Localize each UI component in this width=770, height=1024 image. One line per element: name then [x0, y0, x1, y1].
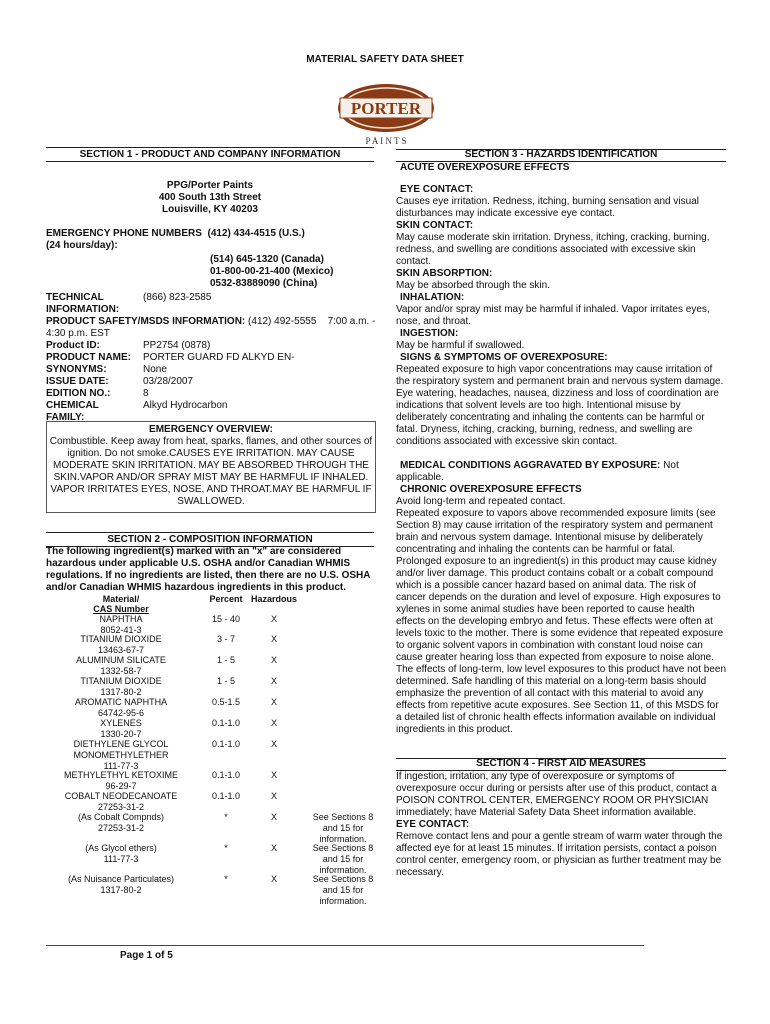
aggravated-conditions	[396, 460, 726, 484]
ingredient-hazardous: X	[270, 739, 277, 749]
emergency-hours: (24 hours/day):	[46, 240, 118, 251]
logo-graphic	[334, 82, 440, 146]
ingredient-percent: *	[224, 812, 228, 822]
field-label: ISSUE DATE:	[46, 376, 109, 387]
ingredient-name: DIETHYLENE GLYCOL MONOMETHYLETHER	[73, 739, 169, 760]
ingredient-percent: 15 - 40	[211, 614, 241, 624]
ingredient-name: COBALT NEODECANOATE	[64, 791, 178, 801]
section3-heading: SECTION 3 - HAZARDS IDENTIFICATION	[464, 149, 658, 160]
field-label: PRODUCT NAME:	[46, 352, 131, 363]
first-aid-eye-text: Remove contact lens and pour a gentle stream of warm water through the affected eye for at least 15 minutes. If irritation persists, contact a poison control center, emergency room, or physician as further treatment may be necessary.	[396, 831, 723, 878]
ingredient-name: NAPHTHA	[99, 614, 143, 624]
chronic-text-3: Prolonged exposure to an ingredient(s) in this product may cause kidney and/or liver damage. This product contains cobalt or a cobalt compound which is a possible cancer hazard based on animal data. The risk of cancer depends on the duration and level of exposure. High exposures to xylenes in some animal studies have been reported to cause health effects on the developing embryo and fetus. These effects were often at levels toxic to the mother. There is some evidence that repeated exposure to organic solvent vapors in combination with constant loud noise can cause greater hearing loss than expected from exposure to noise alone.	[396, 556, 724, 663]
ingredient-cas: 8052-41-3	[100, 625, 142, 635]
ingredient-percent: *	[224, 874, 228, 884]
field-product-name	[46, 352, 376, 364]
ingredient-percent: 0.1-1.0	[211, 718, 241, 728]
ingredient-hazardous: X	[270, 614, 277, 624]
ingredient-name: (As Nuisance Particulates)	[67, 874, 175, 884]
ingredient-hazardous: X	[270, 697, 277, 707]
phone-mexico: 01-800-00-21-400 (Mexico)	[210, 266, 334, 277]
inhalation-text: Vapor and/or spray mist may be harmful if inhaled. Vapor irritates eyes, nose, and throat.	[396, 304, 710, 327]
emergency-overview-box	[46, 421, 376, 513]
skin-absorption-label: SKIN ABSORPTION:	[396, 268, 493, 279]
field-value: Alkyd Hydrocarbon	[143, 400, 228, 411]
ingestion-text: May be harmful if swallowed.	[396, 340, 525, 351]
ingredient-percent: 0.1-1.0	[211, 770, 241, 780]
chronic-effects-label: CHRONIC OVEREXPOSURE EFFECTS	[400, 484, 582, 495]
ingredient-name: XYLENES	[100, 718, 142, 728]
ingredient-percent: 0.1-1.0	[211, 739, 241, 749]
field-synonyms	[46, 364, 376, 376]
logo-subtext: P A I N T S	[365, 136, 407, 146]
safety-info-hours: 7:00 a.m. - 4:30 p.m. EST	[46, 316, 376, 339]
ingredient-percent: 0.1-1.0	[211, 791, 241, 801]
first-aid-intro: If ingestion, irritation, any type of overexposure or symptoms of overexposure occur during or persists after use of this product, contact a POISON CONTROL CENTER, EMERGENCY ROOM OR PHYSICIAN immediately; have Material Safety Data Sheet information available.	[396, 771, 717, 818]
first-aid-body	[396, 771, 726, 879]
section1-heading: SECTION 1 - PRODUCT AND COMPANY INFORMATION	[79, 149, 341, 160]
table-row	[46, 874, 386, 906]
field-label: CHEMICAL FAMILY:	[46, 400, 99, 423]
ingredient-percent: 1 - 5	[216, 655, 235, 665]
ingredient-cas: 27253-31-2	[97, 802, 145, 812]
eye-contact-text: Causes eye irritation. Redness, itching, burning sensation and visual disturbances may indicate excessive eye contact.	[396, 196, 699, 219]
ingredient-cas: 111-77-3	[103, 854, 139, 864]
field-label: Product ID:	[46, 340, 100, 351]
eye-contact-label: EYE CONTACT:	[400, 184, 474, 195]
chronic-text-1: Avoid long-term and repeated contact.	[396, 496, 566, 507]
ingredient-hazardous: X	[270, 843, 277, 853]
field-value: None	[143, 364, 167, 375]
signs-symptoms-text: Repeated exposure to high vapor concentrations may cause irritation of the respiratory system and permanent brain and nervous system damage. Eye watering, headaches, nausea, dizziness and loss of coordination are indications that solvent levels are too high. Intentional misuse by deliberately concentrating and inhaling the contents can be harmful or fatal. Dryness, itching, cracking, burning, redness, and swelling are conditions associated with excessive skin contact.	[396, 364, 724, 447]
porter-paints-logo	[334, 82, 440, 146]
document-title: MATERIAL SAFETY DATA SHEET	[306, 54, 464, 65]
col-material-header: Material/	[102, 594, 140, 604]
ingredient-percent: 1 - 5	[216, 676, 235, 686]
emergency-us-phone: (412) 434-4515 (U.S.)	[207, 228, 305, 239]
ingredient-name: ALUMINUM SILICATE	[76, 655, 166, 665]
first-aid-eye-label: EYE CONTACT:	[396, 819, 470, 830]
ingredient-name: AROMATIC NAPHTHA	[74, 697, 168, 707]
ingredient-percent: 0.5-1.5	[211, 697, 241, 707]
signs-symptoms-label: SIGNS & SYMPTOMS OF OVEREXPOSURE:	[400, 352, 608, 363]
field-value: PP2754 (0878)	[143, 340, 211, 351]
field-value: PORTER GUARD FD ALKYD EN-	[143, 352, 295, 363]
section2-heading: SECTION 2 - COMPOSITION INFORMATION	[107, 534, 313, 545]
ingestion-label: INGESTION:	[400, 328, 459, 339]
aggravated-label: MEDICAL CONDITIONS AGGRAVATED BY EXPOSURE:	[400, 460, 661, 471]
ingredient-hazardous: X	[270, 874, 277, 884]
ingredient-name: METHYLETHYL KETOXIME	[63, 770, 179, 780]
ingredient-name: (As Glycol ethers)	[85, 843, 157, 853]
ingredient-cas: 64742-95-6	[97, 708, 145, 718]
section4-heading: SECTION 4 - FIRST AID MEASURES	[476, 758, 646, 769]
ingredient-cas: 96-29-7	[105, 781, 137, 791]
ingredient-name: TITANIUM DIOXIDE	[80, 676, 162, 686]
table-row	[46, 739, 386, 771]
page-number: Page 1 of 5	[120, 950, 173, 961]
tech-info-label: TECHNICAL INFORMATION:	[46, 292, 120, 315]
company-city: Louisville, KY 40203	[162, 204, 258, 215]
company-name: PPG/Porter Paints	[166, 180, 254, 191]
acute-effects-heading: ACUTE OVEREXPOSURE EFFECTS	[400, 162, 570, 173]
field-label: EDITION NO.:	[46, 388, 111, 399]
section2-rule	[46, 532, 374, 533]
ingredient-name: (As Cobalt Compnds)	[77, 812, 165, 822]
aggravated-text: Not applicable.	[396, 460, 679, 483]
overview-heading: EMERGENCY OVERVIEW:	[149, 424, 273, 435]
field-value: 03/28/2007	[143, 376, 194, 387]
ingredient-cas: 1317-80-2	[100, 687, 142, 697]
logo-text: PORTER	[350, 99, 422, 118]
ingredient-cas: 111-77-3	[103, 761, 139, 771]
ingredient-hazardous: X	[270, 791, 277, 801]
ingredient-hazardous: X	[270, 770, 277, 780]
inhalation-label: INHALATION:	[400, 292, 465, 303]
footer-rule	[46, 945, 644, 946]
company-street: 400 South 13th Street	[158, 192, 262, 203]
phone-canada: (514) 645-1320 (Canada)	[210, 254, 324, 265]
section1-rule	[46, 147, 374, 148]
ingredient-cas: 27253-31-2	[97, 823, 145, 833]
hazards-body	[396, 184, 726, 736]
safety-info-phone: (412) 492-5555	[248, 316, 317, 327]
section2-intro: The following ingredient(s) marked with an "x" are considered hazardous under applicable U.S. OSHA and/or Canadian WHMIS regulations. If no ingredients are listed, then there are no U.S. OSHA and/or Canadian WHMIS hazardous ingredients in this product.	[46, 546, 371, 593]
safety-info-line	[46, 316, 376, 340]
ingredient-cas: 1332-58-7	[100, 666, 142, 676]
field-product-id	[46, 340, 376, 352]
table-row	[46, 812, 386, 844]
ingredient-percent: 3 - 7	[216, 634, 235, 644]
field-value: 8	[143, 388, 149, 399]
ingredient-note: See Sections 8 and 15 for information.	[312, 874, 374, 906]
field-edition	[46, 388, 376, 400]
phone-china: 0532-83889090 (China)	[210, 278, 318, 289]
col-cas-header: CAS Number	[93, 604, 149, 614]
ingredient-hazardous: X	[270, 718, 277, 728]
ingredient-cas: 13463-67-7	[97, 645, 145, 655]
chronic-text-2: Repeated exposure to vapors above recommended exposure limits (see Section 8) may cause irritation of the respiratory system and permanent brain and nervous system damage. Intentional misuse by deliberately concentrating and inhaling the contents can be harmful or fatal.	[396, 508, 716, 555]
ingredient-note: See Sections 8 and 15 for information.	[312, 812, 374, 844]
tech-info-phone: (866) 823-2585	[143, 292, 212, 303]
ingredient-note: See Sections 8 and 15 for information.	[312, 843, 374, 875]
emergency-label: EMERGENCY PHONE NUMBERS	[46, 228, 202, 239]
ingredient-hazardous: X	[270, 655, 277, 665]
ingredient-hazardous: X	[270, 812, 277, 822]
col-hazardous-header: Hazardous	[250, 594, 297, 604]
ingredient-percent: *	[224, 843, 228, 853]
field-issue-date	[46, 376, 376, 388]
skin-contact-text: May cause moderate skin irritation. Dryness, itching, cracking, burning, redness, and swelling are conditions associated with excessive skin contact.	[396, 232, 710, 267]
col-percent-header: Percent	[209, 594, 243, 604]
overview-text: Combustible. Keep away from heat, sparks, flames, and other sources of ignition. Do not smoke.CAUSES EYE IRRITATION. MAY CAUSE MODERATE SKIN IRRITATION. MAY BE ABSORBED THROUGH THE SKIN.VAPOR AND/OR SPRAY MIST MAY BE HARMFUL IF INHALED. VAPOR IRRITATES EYES, NOSE, AND THROAT.MAY BE HARMFUL IF SWALLOWED.	[49, 436, 373, 507]
ingredient-name: TITANIUM DIOXIDE	[80, 634, 162, 644]
safety-info-label: PRODUCT SAFETY/MSDS INFORMATION:	[46, 316, 246, 327]
section1-rule-bottom	[46, 161, 374, 162]
chronic-text-4: The effects of long-term, low level exposures to this product have not been determined. Safe handling of this material on a long-term basis should emphasize the prevention of all contact with this material to avoid any effects from repetitive acute exposures. See Section 11, of this MSDS for a detailed list of chronic health effects information available on individual ingredients in this product.	[396, 664, 726, 735]
ingredient-hazardous: X	[270, 634, 277, 644]
ingredient-hazardous: X	[270, 676, 277, 686]
ingredient-cas: 1330-20-7	[100, 729, 142, 739]
emergency-phone-line	[46, 228, 386, 240]
ingredient-cas: 1317-80-2	[100, 885, 142, 895]
field-label: SYNONYMS:	[46, 364, 107, 375]
table-row	[46, 843, 386, 875]
skin-contact-label: SKIN CONTACT:	[396, 220, 474, 231]
skin-absorption-text: May be absorbed through the skin.	[396, 280, 550, 291]
